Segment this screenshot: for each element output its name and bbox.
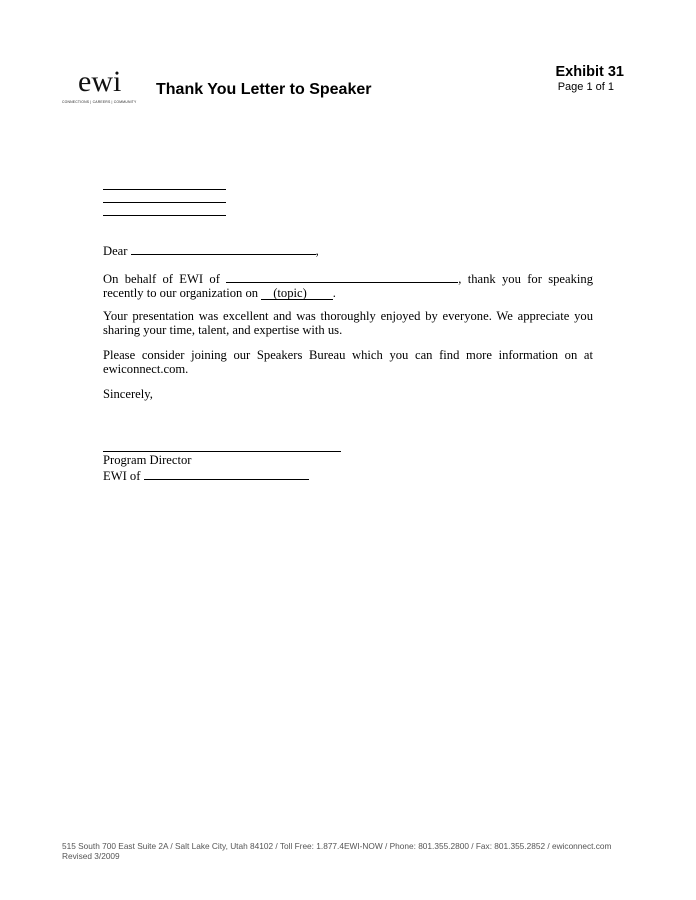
dear-comma: ,: [315, 244, 319, 258]
paragraph-1: [103, 270, 593, 300]
exhibit-block: [556, 64, 625, 93]
signature-title: Program Director: [103, 453, 192, 467]
dear-label: Dear: [103, 244, 128, 258]
ewi-logo-mark: [62, 62, 146, 100]
closing: Sincerely,: [103, 387, 153, 401]
topic-blank: (topic): [261, 287, 333, 300]
address-line-3: [103, 215, 226, 216]
p1-start: On behalf of EWI of: [103, 272, 220, 286]
signature-org-blank: [144, 467, 309, 480]
footer: [62, 841, 611, 861]
address-line-2: [103, 202, 226, 203]
signature-line: [103, 451, 341, 452]
signature-org: [103, 467, 593, 483]
page-number: Page 1 of 1: [557, 81, 614, 93]
address-line-1: [103, 189, 226, 190]
recipient-blank: [131, 242, 316, 255]
paragraph-2: Your presentation was excellent and was thoroughly enjoyed by everyone. We appreciate you sharing your time, talent, and expertise with us.: [103, 309, 593, 337]
logo-tagline: CONNECTIONS | CAREERS | COMMUNITY: [62, 100, 137, 104]
signature-org-label: EWI of: [103, 469, 141, 483]
footer-address: 515 South 700 East Suite 2A / Salt Lake City, Utah 84102 / Toll Free: 1.877.4EWI-NOW / Phone: 801.355.2800 / Fax: 801.355.2852 / ewiconnect.com: [62, 841, 612, 851]
p1-end: .: [332, 286, 336, 300]
exhibit-number: Exhibit 31: [555, 64, 624, 80]
footer-revised: Revised 3/2009: [62, 851, 120, 861]
salutation: [103, 242, 593, 258]
page-title: Thank You Letter to Speaker: [156, 81, 372, 98]
chapter-blank: [226, 270, 458, 283]
logo-wordmark: ewi: [78, 65, 122, 98]
paragraph-3: Please consider joining our Speakers Bureau which you can find more information on at ewiconnect.com.: [103, 348, 593, 376]
ewi-logo: [62, 62, 146, 110]
p1-after-blank: , thank you for speaking recently to our organization on: [103, 272, 593, 300]
